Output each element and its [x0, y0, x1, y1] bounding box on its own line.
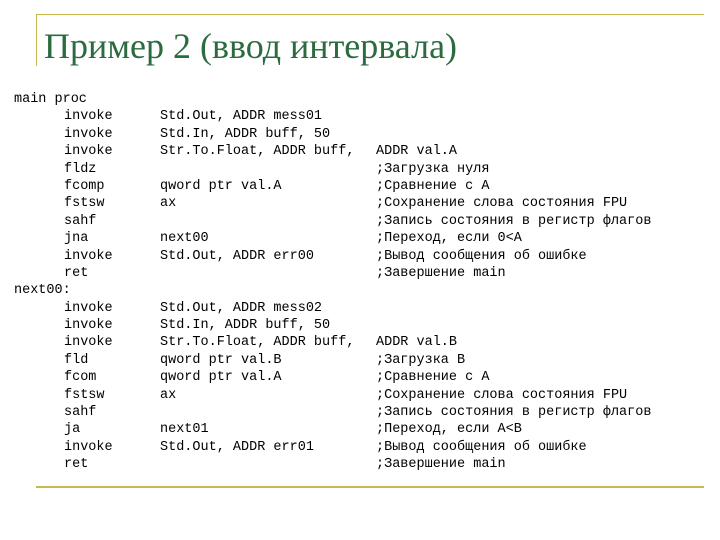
code-instruction: fstsw: [64, 387, 105, 403]
code-instruction: ret: [64, 457, 89, 473]
code-operands: Str.To.Float, ADDR buff,: [160, 335, 355, 351]
left-accent-line: [36, 14, 37, 66]
code-comment: ;Вывод сообщения об ошибке: [376, 248, 587, 264]
code-comment: ;Загрузка B: [376, 352, 466, 368]
code-comment: ;Вывод сообщения об ошибке: [376, 439, 587, 455]
code-comment: ADDR val.B: [376, 335, 458, 351]
code-comment: ;Переход, если A<B: [376, 422, 522, 438]
code-operands: qword ptr val.B: [160, 352, 282, 368]
code-comment: ;Завершение main: [376, 457, 506, 473]
code-instruction: ja: [64, 422, 81, 438]
code-comment: ;Сохранение слова состояния FPU: [376, 196, 628, 212]
code-instruction: invoke: [64, 144, 113, 160]
code-comment: ADDR val.A: [376, 144, 458, 160]
code-operands: qword ptr val.A: [160, 370, 282, 386]
code-instruction: fcom: [64, 370, 97, 386]
code-comment: ;Запись состояния в регистр флагов: [376, 213, 652, 229]
code-instruction: ret: [64, 265, 89, 281]
code-instruction: invoke: [64, 439, 113, 455]
code-instruction: invoke: [64, 248, 113, 264]
code-instruction: fldz: [64, 161, 97, 177]
code-operands: ax: [160, 387, 177, 403]
code-comment: ;Загрузка нуля: [376, 161, 490, 177]
slide-title: Пример 2 (ввод интервала): [44, 26, 458, 66]
code-instruction: invoke: [64, 335, 113, 351]
code-operands: Std.Out, ADDR mess01: [160, 109, 323, 125]
code-instruction: fstsw: [64, 196, 105, 212]
code-label: main proc: [14, 92, 87, 107]
code-instruction: invoke: [64, 126, 113, 142]
code-comment: ;Сравнение с A: [376, 178, 490, 194]
code-instruction: fcomp: [64, 178, 105, 194]
code-instruction: invoke: [64, 109, 113, 125]
code-comment: ;Сравнение с A: [376, 370, 490, 386]
code-comment: ;Переход, если 0<A: [376, 231, 522, 247]
code-instruction: invoke: [64, 300, 113, 316]
code-comment: ;Сохранение слова состояния FPU: [376, 387, 628, 403]
code-label: next00:: [14, 283, 71, 299]
code-operands: ax: [160, 196, 177, 212]
code-comment: ;Завершение main: [376, 265, 506, 281]
code-instruction: sahf: [64, 213, 97, 229]
code-operands: Std.In, ADDR buff, 50: [160, 318, 331, 334]
code-operands: Str.To.Float, ADDR buff,: [160, 144, 355, 160]
code-operands: next00: [160, 231, 209, 247]
code-operands: Std.Out, ADDR mess02: [160, 300, 323, 316]
bottom-divider-line: [36, 486, 704, 488]
code-instruction: sahf: [64, 405, 97, 421]
code-comment: ;Запись состояния в регистр флагов: [376, 405, 652, 421]
code-operands: Std.In, ADDR buff, 50: [160, 126, 331, 142]
code-instruction: jna: [64, 231, 89, 247]
top-divider-line: [36, 14, 704, 15]
code-operands: Std.Out, ADDR err01: [160, 439, 314, 455]
code-instruction: invoke: [64, 318, 113, 334]
code-operands: next01: [160, 422, 209, 438]
code-operands: Std.Out, ADDR err00: [160, 248, 314, 264]
code-operands: qword ptr val.A: [160, 178, 282, 194]
code-instruction: fld: [64, 352, 89, 368]
